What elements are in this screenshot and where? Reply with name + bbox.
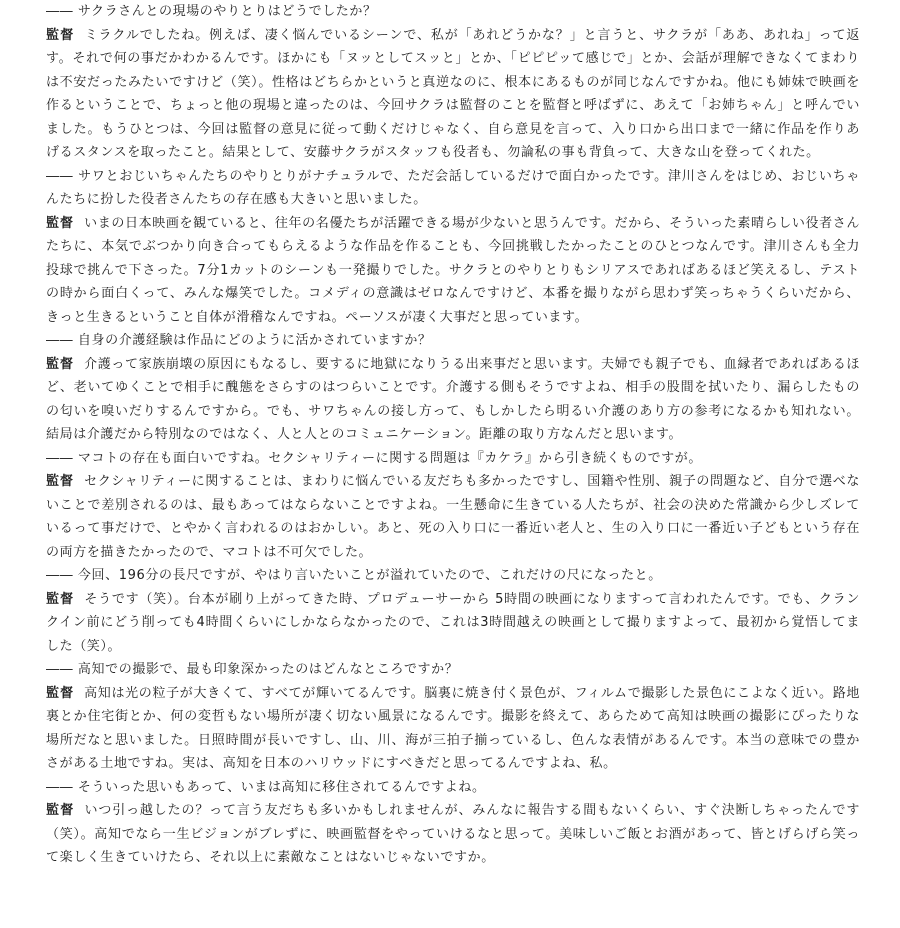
answer-text: いつ引っ越したの？って言う友だちも多いかもしれませんが、みんなに報告する間もないくらい、すぐ決断しちゃったんです（笑）。高知でなら一生ビジョンがブレずに、映画監督をやっていけるなと思って。美味しいご飯とお酒があって、皆とげらげら笑って楽しく生きていけたら、それ以上に素敵なことはないじゃないですか。: [46, 803, 860, 865]
answer-1: [46, 24, 860, 165]
answer-text: 介護って家族崩壊の原因にもなるし、要するに地獄になりうる出来事だと思います。夫婦でも親子でも、血縁者であればあるほど、老いてゆくことで相手に醜態をさらすのはつらいことです。介護する側もそうですよね、相手の股間を拭いたり、漏らしたものの匂いを嗅いだりするんですから。でも、サワちゃんの接し方って、もしかしたら明るい介護のあり方の参考になるかも知れない。結局は介護だから特別なのではなく、人と人とのコミュニケーション。距離の取り方なんだと思います。: [46, 356, 860, 442]
question-2: ―― サワとおじいちゃんたちのやりとりがナチュラルで、ただ会話しているだけで面白かったです。津川さんをはじめ、おじいちゃんたちに扮した役者さんたちの存在感も大きいと思いました。: [46, 168, 860, 207]
answer-text: いまの日本映画を観ていると、往年の名優たちが活躍できる場が少ないと思うんです。だから、そういった素晴らしい役者さんたちに、本気でぶつかり向き合ってもらえるような作品を作ることも、今回挑戦したかったことのひとつなんです。津川さんも全力投球で挑んで下さった。7分1カットのシーンも一発撮りでした。サクラとのやりとりもシリアスであればあるほど笑えるし、テストの時から面白くって、みんな爆笑でした。コメディの意識はゼロなんですけど、本番を撮りながら思わず笑っちゃうくらいだから、きっと生きるということ自体が滑稽なんですね。ペーソスが凄く大事だと思っています。: [46, 215, 860, 325]
speaker-label: 監督: [46, 685, 75, 701]
answer-text: 高知は光の粒子が大きくて、すべてが輝いてるんです。脳裏に焼き付く景色が、フィルムで撮影した景色にこよなく近い。路地裏とか住宅街とか、何の変哲もない場所が凄く切ない風景になるんです。撮影を終えて、あらためて高知は映画の撮影にぴったりな場所だなと思いました。日照時間が長いですし、山、川、海が三拍子揃っているし、色んな表情があるんです。本当の意味での豊かさがある土地ですね。実は、高知を日本のハリウッドにすべきだと思ってるんですよね、私。: [46, 685, 860, 771]
speaker-label: 監督: [46, 591, 75, 607]
speaker-label: 監督: [46, 215, 75, 231]
speaker-label: 監督: [46, 803, 75, 818]
question-7: ―― そういった思いもあって、いまは高知に移住されてるんですよね。: [46, 779, 486, 795]
question-6: ―― 高知での撮影で、最も印象深かったのはどんなところですか？: [46, 662, 459, 677]
question-5: ―― 今回、196分の長尺ですが、やはり言いたいことが溢れていたので、これだけの尺になったと。: [46, 568, 662, 583]
answer-5: [46, 588, 860, 659]
question-4: ―― マコトの存在も面白いですね。セクシャリティーに関する問題は『カケラ』から引き続くものですが。: [46, 450, 702, 466]
speaker-label: 監督: [46, 474, 75, 489]
interview-article: [46, 0, 860, 870]
answer-text: セクシャリティーに関することは、まわりに悩んでいる友だちも多かったですし、国籍や性別、親子の問題など、自分で選べないことで差別されるのは、最もあってはならないことですよね。一生懸命に生きている人たちが、社会の決めた常識から少しズレているって事だけで、とやかく言われるのはおかしい。あと、死の入り口に一番近い老人と、生の入り口に一番近い子どもという存在の両方を描きたかったので、マコトは不可欠でした。: [46, 474, 860, 560]
answer-6: [46, 682, 860, 776]
speaker-label: 監督: [46, 356, 75, 372]
answer-text: ミラクルでしたね。例えば、凄く悩んでいるシーンで、私が「あれどうかな？」と言うと、サクラが「ああ、あれね」って返す。それで何の事だかわかるんです。ほかにも「ヌッとしてスッと」とか、「ピピピッて感じで」とか、会話が理解できなくてまわりは不安だったみたいですけど（笑）。性格はどちらかというと真逆なのに、根本にあるものが同じなんですかね。他にも姉妹で映画を作るということで、ちょっと他の現場と違ったのは、今回サクラは監督のことを監督と呼ばずに、あえて「お姉ちゃん」と呼んでいました。もうひとつは、今回は監督の意見に従って動くだけじゃなく、自ら意見を言って、入り口から出口まで一緒に作品を作りあげるスタンスを取ったこと。結果として、安藤サクラがスタッフも役者も、勿論私の事も背負って、大きな山を登ってくれた。: [46, 27, 860, 160]
answer-7: [46, 799, 860, 870]
question-1: ―― サクラさんとの現場のやりとりはどうでしたか？: [46, 4, 377, 19]
answer-4: [46, 470, 860, 564]
answer-3: [46, 353, 860, 447]
answer-text: そうです（笑）。台本が刷り上がってきた時、プロデューサーから 5時間の映画になりますって言われたんです。でも、クランクイン前にどう削っても4時間くらいにしかならなかったので、これは3時間越えの映画として撮りますよって、最初から覚悟してました（笑）。: [46, 591, 860, 654]
answer-2: [46, 212, 860, 330]
speaker-label: 監督: [46, 27, 75, 43]
question-3: ―― 自身の介護経験は作品にどのように活かされていますか？: [46, 333, 432, 348]
